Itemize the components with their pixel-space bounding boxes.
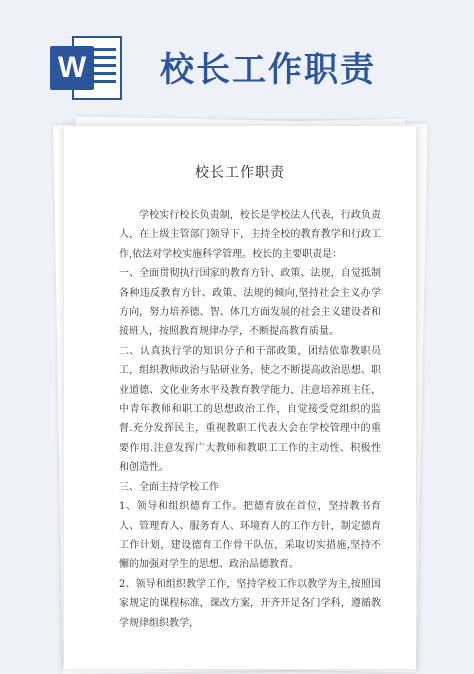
icon-line [94,48,116,51]
document-body [119,206,381,633]
icon-line [94,64,116,67]
document-title: 校长工作职责 [195,165,285,181]
paragraph: 学校实行校长负责制，校长是学校法人代表，行政负责人，在上级主管部门领导下，主持全校的教育教学和行政工作,依法对学校实施科学管理。校长的主要职责是： [119,210,381,260]
word-document-icon [50,36,124,102]
icon-line [94,56,116,59]
paragraph: 三、全面主持学校工作 [119,481,219,493]
paragraph: 2、领导和组织教学工作，坚持学校工作以教学为主,按照国家规定的课程标准，课改方案，开齐开足各门学科，遵循教学规律组织教学， [119,578,381,629]
paragraph: 一、全面贯彻执行国家的教育方针、政策、法规，自觉抵制各种违反教育方针、政策、法规的倾向,坚持社会主义办学方向，努力培养德、智、体几方面发展的社会主义建设者和接班人，按照教育规律办学，不断提高教育质量。 [119,268,381,338]
header-banner [0,0,474,120]
icon-line [94,80,116,83]
paragraph: 1、领导和组织德育工作。把德育放在首位，坚持教书育人、管理育人、服务育人、环境育人的工作方针，制定德育工作计划，建设德育工作骨干队伍，采取切实措施,坚持不懈的加强对学生的思想、政治品德教育。 [119,501,381,571]
page-title: 校长工作职责 [160,50,376,90]
word-badge: W [50,46,94,90]
icon-line [94,72,116,75]
paragraph: 二、认真执行学的知识分子和干部政策，团结依靠教职员工，组织教师政治与钻研业务，使之不断提高政治思想、职业道德、文化业务水平及教育教学能力，注意培养班主任，中青年教师和职工的思想政治工作，自觉接受党组织的监督.充分发挥民主，重视教职工代表大会在学校管理中的重要作用.注意发挥广大教师和教职工工作的主动性、积极性和创造性。 [119,345,381,474]
document-page [64,126,416,669]
